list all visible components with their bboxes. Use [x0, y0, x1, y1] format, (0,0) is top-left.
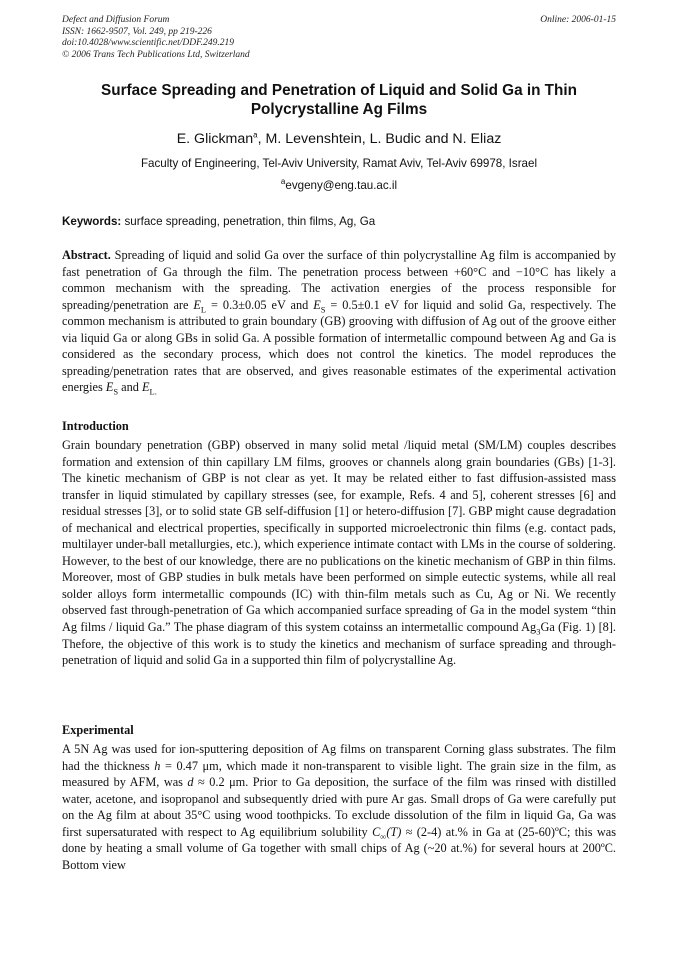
author-list	[62, 130, 616, 148]
subscript-s: S	[320, 304, 326, 315]
experimental-text: = 0.47 μm, which made it non-transparent to visible light. The grain size in the film, as measured by AFM, was	[62, 758, 616, 790]
author-others: , M. Levenshtein, L. Budic and N. Eliaz	[257, 131, 502, 147]
abstract-text: and	[118, 380, 142, 395]
abstract-section	[62, 247, 616, 396]
subscript-s: S	[113, 386, 119, 397]
journal-doi: doi:10.4028/www.scientific.net/DDF.249.219	[62, 38, 234, 48]
experimental-text: A 5N Ag was used for ion-sputtering deposition of Ag films on transparent Corning glass substrates. The film had the thickness	[62, 742, 616, 773]
subscript-infinity: ∞	[380, 831, 387, 842]
symbol-h: h	[154, 758, 161, 773]
author-affil-marker: a	[253, 130, 258, 140]
abstract-text: = 0.3±0.05 eV and	[206, 297, 314, 312]
experimental-text: ≈ (2-4) at.% in Ga at (25-60)ºC; this was done by heating a small volume of Ga together with small chips of Ag (~20 at.%) for several hours at 200ºC. Bottom view	[62, 824, 617, 872]
symbol-el: E	[193, 297, 201, 312]
experimental-paragraph	[62, 741, 616, 873]
subscript-l: L.	[149, 386, 157, 397]
keywords-list: surface spreading, penetration, thin films, Ag, Ga	[121, 215, 376, 228]
title-line-2: Polycrystalline Ag Films	[250, 101, 428, 118]
abstract-paragraph	[62, 247, 616, 396]
symbol-t-argument: (T)	[386, 824, 402, 839]
journal-issn: ISSN: 1662-9507, Vol. 249, pp 219-226	[62, 26, 212, 37]
abstract-text: = 0.5±0.1 eV for liquid and solid Ga, respectively. The common mechanism is attributed to grain boundary (GB) grooving with diffusion of Ag out of the groove either via liquid Ga or along GBs in solid Ga. A possible formation of intermetallic compound between Ag and Ga is considered as the secondary process, which does not control the kinetics. The model reproduces the spreading/penetration rates that are observed, and gives reasonable estimates of the experimental activation energies	[62, 297, 616, 395]
email-marker: a	[280, 177, 286, 187]
subscript-3: 3	[536, 626, 541, 637]
experimental-text: ≈ 0.2 μm. Prior to Ga deposition, the surface of the film was rinsed with distilled water, acetone, and isopropanol and subsequently dried with pure Ar gas. Small drops of Ga were carefully put on the Ag film at about 35°C using wood toothpicks. To exclude dissolution of the film in liquid Ga, Ga was first supersaturated with respect to Ag equilibrium solubility	[62, 775, 616, 839]
subscript-l: L	[200, 304, 207, 315]
symbol-es: E	[105, 380, 114, 395]
abstract-label: Abstract.	[62, 248, 111, 262]
journal-copyright: © 2006 Trans Tech Publications Ltd, Switzerland	[62, 49, 250, 60]
abstract-text: Spreading of liquid and solid Ga over the surface of thin polycrystalline Ag film is accompanied by fast penetration of Ga through the film. The penetration process between +60°C and −10°C has likely a common mechanism with the spreading. The activation energies of the process responsible for spreading/penetration are	[62, 248, 616, 312]
title-line-1: Surface Spreading and Penetration of Liquid and Solid Ga in Thin	[101, 82, 577, 99]
experimental-section	[62, 741, 616, 873]
introduction-heading: Introduction	[62, 419, 129, 433]
email-address: evgeny@eng.tau.ac.il	[285, 179, 398, 192]
author-primary: E. Glickman	[176, 131, 254, 147]
journal-name: Defect and Diffusion Forum	[62, 15, 170, 25]
symbol-es: E	[313, 297, 321, 312]
symbol-d: d	[187, 775, 194, 790]
journal-header	[62, 15, 422, 61]
keywords-line	[62, 214, 616, 229]
experimental-heading: Experimental	[62, 723, 134, 737]
keywords-label: Keywords:	[62, 215, 122, 228]
paper-title	[62, 81, 616, 119]
affiliation: Faculty of Engineering, Tel-Aviv University, Ramat Aviv, Tel-Aviv 69978, Israel	[140, 157, 538, 170]
symbol-c: C	[372, 824, 381, 839]
contact-email	[62, 178, 616, 193]
introduction-paragraph	[62, 437, 616, 669]
introduction-text: Grain boundary penetration (GBP) observed in many solid metal /liquid metal (SM/LM) couples describes formation and extension of thin capillary LM films, grooves or channels along grain boundaries (GBs) [1-3]. The kinetic mechanism of GBP is not clear as yet. It may be related either to fast diffusion-assisted mass transfer in liquid stimulated by capillary stresses (see, for example, Refs. 4 and 5], coherent stresses [6] and residual stresses [3], or to solid state GB self-diffusion [1] or hetero-diffusion [7]. GBP might cause degradation of mechanical and electrical properties, specifically in supported microelectronic thin films (e.g. contact pads, multilayer under-ball metallurgies, etc.), which experience intimate contact with LMs in the course of soldering. However, to the best of our knowledge, there are no publications on the kinetic mechanism of GBP in thin films. Moreover, most of GBP studies in bulk metals have been performed on simple eutectic systems, while all real solder alloys form intermetallic compounds (IC) with thin-film metals such as Cu, Ag or Ni. We recently observed fast through-penetration of Ga which accompanied surface spreading of Ga in the model system “thin Ag films / liquid Ga.” The phase diagram of this system cotainss an intermetallic compound Ag	[62, 438, 616, 635]
introduction-section	[62, 437, 616, 669]
symbol-el: E	[141, 380, 150, 395]
online-date: Online: 2006-01-15	[540, 15, 616, 25]
introduction-text: Ga (Fig. 1) [8]. Thefore, the objective of this work is to study the kinetics and mechanism of surface spreading and through-penetration of liquid and solid Ga in a supported thin film of polycrystalline Ag.	[62, 620, 616, 668]
